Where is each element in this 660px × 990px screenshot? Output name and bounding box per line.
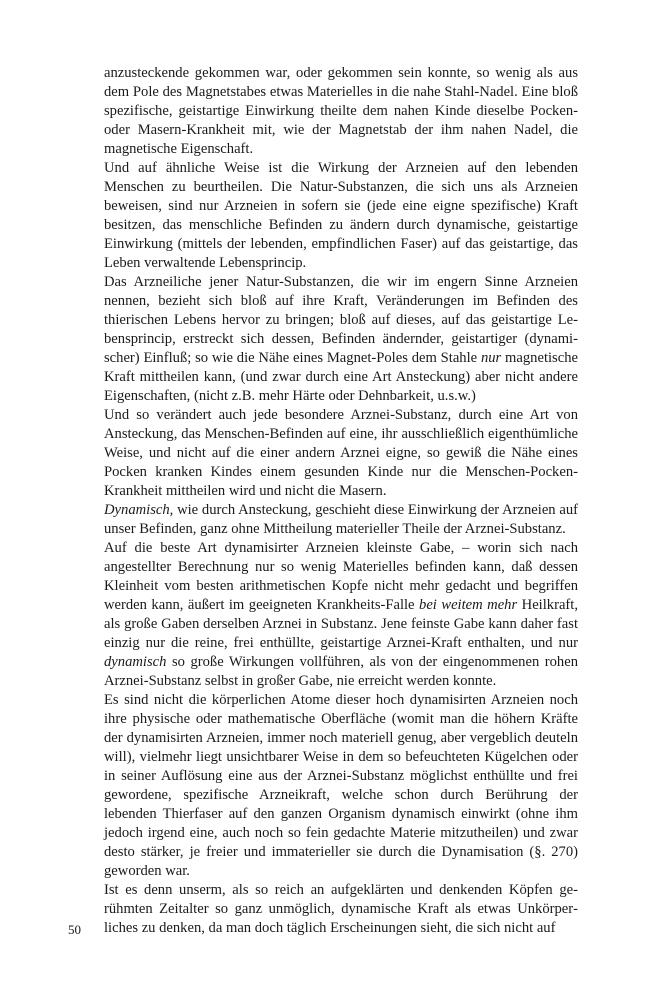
text-run: Ist es denn unserm, als so reich an aufgeklärten und denkenden Köpfen gerühmten Zeitalter so ganz unmöglich, dynamische Kraft als etwas Unkörperliches zu denken, da man doch täglich Erscheinungen sieht, die sich nicht auf	[104, 882, 578, 936]
text-run-italic: Dynamisch,	[104, 502, 174, 518]
text-run: Das Arzneiliche jener Natur-Substanzen, die wir im engern Sinne Arzneien nennen, bezieht sich bloß auf ihre Kraft, Veränderungen im Befinden des thierischen Lebens hervor zu bringen; bloß auf dieses, auf das geistartige Lebensprincip, erstreckt sich dessen, Befinden ändernder, geistartiger (dynamischer) Einfluß; so wie die Nähe eines Magnet-Poles dem Stahle	[104, 274, 578, 366]
text-run: anzusteckende gekommen war, oder gekommen sein konnte, so wenig als aus dem Pole des Magnetstabes etwas Materielles in die nahe Stahl-Nadel. Eine bloß spezifische, geistartige Einwirkung theilte dem nahen Kinde dieselbe Pocken- oder Masern-Krankheit mit, wie der Magnetstab der ihm nahen Nadel, die magnetische Eigenschaft.	[104, 65, 578, 157]
paragraph-magnet-analogy	[104, 64, 578, 159]
text-run: Und auf ähnliche Weise ist die Wirkung der Arzneien auf den lebenden Menschen zu beurtheilen. Die Natur-Substanzen, die sich uns als Arzneien beweisen, sind nur Arzneien in sofern sie (jede eine eigne spezifische) Kraft besitzen, das menschliche Befinden zu ändern durch dynamische, geistartige Einwirkung (mittels der lebenden, empfindlichen Faser) auf das geistartige, das Leben verwaltende Lebensprincip.	[104, 160, 578, 271]
text-run: wie durch Ansteckung, geschieht diese Einwirkung der Arzneien auf unser Befinden, ganz ohne Mittheilung materieller Theile der Arznei-Substanz.	[104, 502, 578, 537]
paragraph-kleinste-gabe	[104, 539, 578, 691]
text-run-italic: dynamisch	[104, 654, 167, 670]
text-run: magnetische Kraft mittheilen kann, (und zwar durch eine Art Ansteckung) aber nicht andere Eigenschaften, (nicht z.B. mehr Härte oder Dehnbarkeit, u.s.w.)	[104, 350, 578, 404]
text-run: so große Wirkungen vollführen, als von der eingenommenen rohen Arznei-Substanz selbst in großer Gabe, nie erreicht werden konnte.	[104, 654, 578, 689]
page-number: 50	[68, 922, 81, 937]
paragraph-ansteckung	[104, 406, 578, 501]
text-run-italic: bei weitem mehr	[419, 597, 518, 613]
body-text	[104, 64, 578, 938]
paragraph-arzneiliche	[104, 273, 578, 406]
paragraph-atome	[104, 691, 578, 881]
text-run: Auf die beste Art dynamisirter Arzneien kleinste Gabe, – worin sich nach angestellter Berechnung nur so wenig Materielles befinden kann, daß dessen Kleinheit vom besten arithmetischen Kopfe nicht mehr gedacht und begriffen werden kann, äußert im geeigneten Krankheits-Falle	[104, 540, 578, 613]
paragraph-zeitalter	[104, 881, 578, 938]
text-run: Und so verändert auch jede besondere Arznei-Substanz, durch eine Art von Ansteckung, das Menschen-Befinden auf eine, ihr ausschließlich eigenthümliche Weise, und nicht auf die einer andern Arznei eigne, so gewiß die Nähe eines Pocken kranken Kindes einem gesunden Kinde nur die Menschen-Pocken-Krankheit mittheilen wird und nicht die Masern.	[104, 407, 578, 499]
paragraph-arznei-wirkung	[104, 159, 578, 273]
text-run: Heilkraft, als große Gaben derselben Arznei in Substanz. Jene feinste Gabe kann daher fast einzig nur die reine, frei enthüllte, geistartige Arznei-Kraft enthalten, und nur	[104, 597, 578, 651]
paragraph-dynamisch	[104, 501, 578, 539]
text-run: Es sind nicht die körperlichen Atome dieser hoch dynamisirten Arzneien noch ihre physische oder mathematische Oberfläche (womit man die höhern Kräfte der dynamisirten Arzneien, immer noch materiell genug, aber vergeblich deuteln will), vielmehr liegt unsichtbarer Weise in dem so befeuchteten Kügelchen oder in seiner Auflösung eine aus der Arznei-Substanz möglichst enthüllte und frei gewordene, spezifische Arzneikraft, welche schon durch Berührung der lebenden Thierfaser auf den ganzen Organism dynamisch einwirkt (ohne ihm jedoch irgend eine, auch noch so fein gedachte Materie mitzutheilen) und zwar desto stärker, je freier und immaterieller sie durch die Dynamisation (§. 270) geworden war.	[104, 692, 578, 879]
text-run-italic: nur	[480, 350, 502, 366]
